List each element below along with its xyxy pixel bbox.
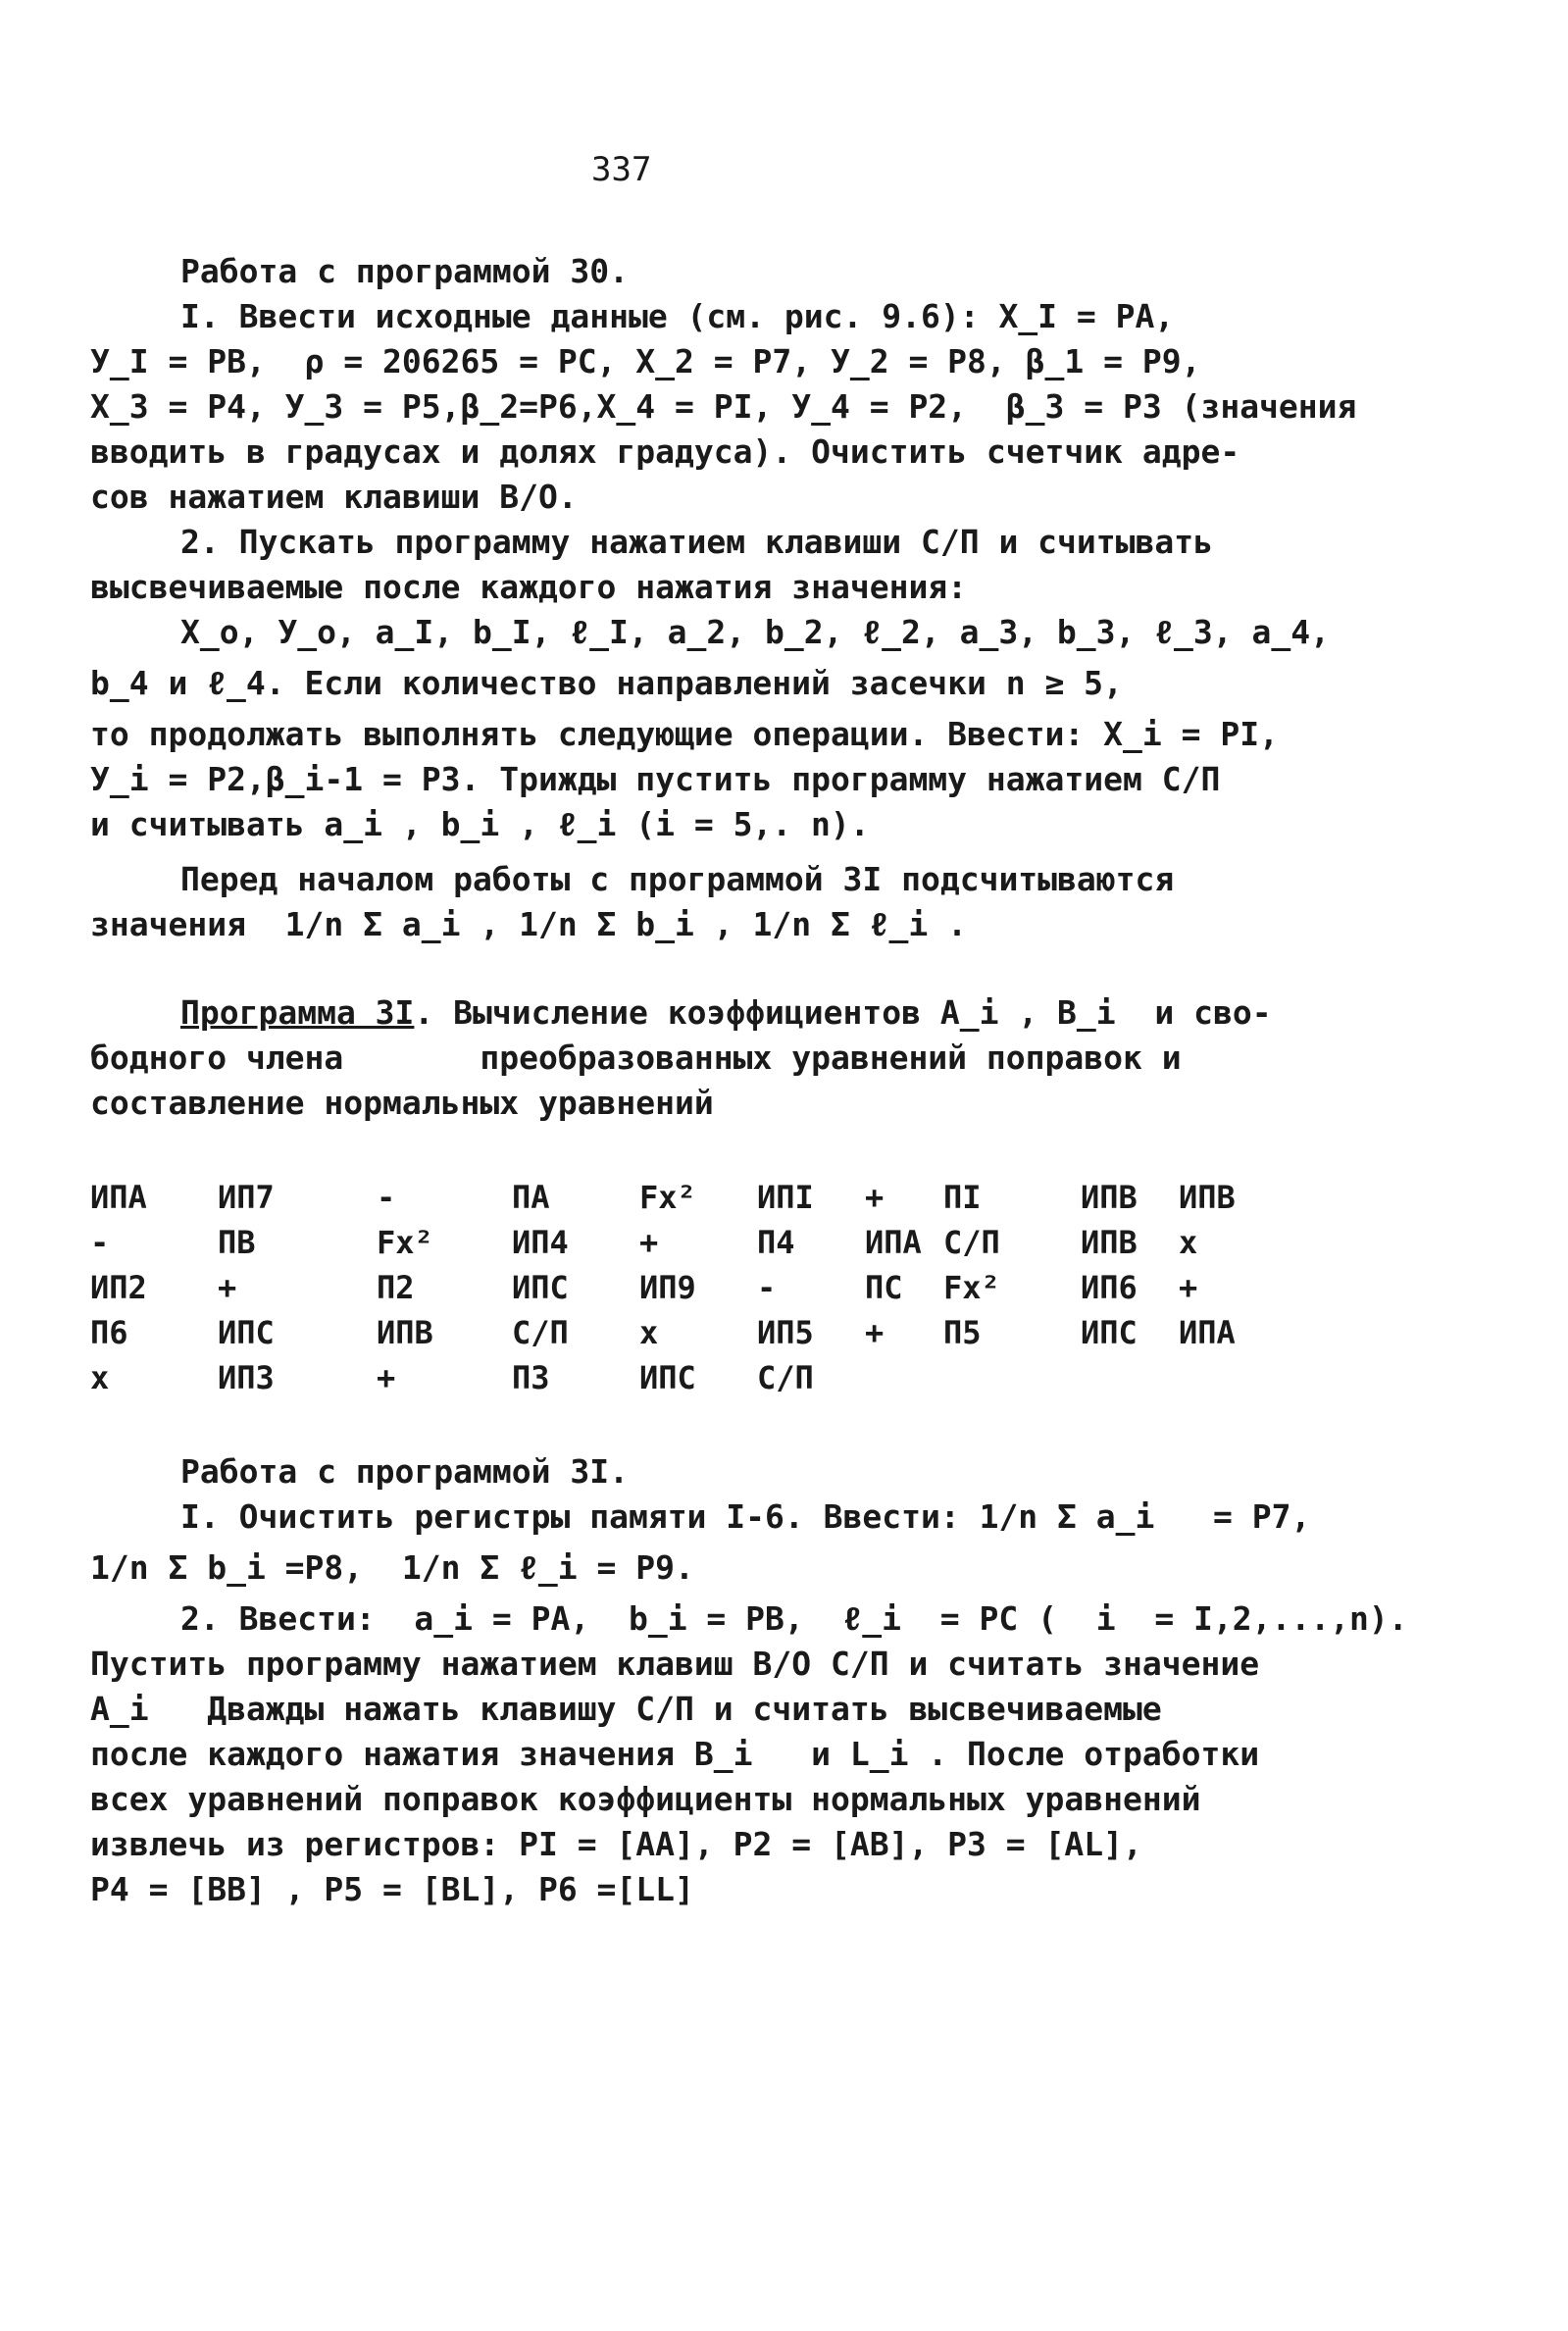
table-cell: ИП6 bbox=[1081, 1269, 1138, 1306]
program-31-heading bbox=[90, 990, 1483, 1126]
table-cell: x bbox=[639, 1314, 659, 1351]
table-cell: П6 bbox=[90, 1314, 128, 1351]
program-listing-table bbox=[90, 1175, 1236, 1400]
table-cell: ПА bbox=[512, 1179, 550, 1216]
table-cell: Fx² bbox=[943, 1269, 1000, 1306]
table-cell: С/П bbox=[943, 1224, 1000, 1261]
table-cell: ИПС bbox=[512, 1269, 569, 1306]
table-cell: С/П bbox=[757, 1359, 814, 1396]
program-title: Программа 3I bbox=[180, 993, 415, 1032]
text-line: высвечиваемые после каждого нажатия значения: bbox=[90, 568, 968, 606]
table-row bbox=[90, 1265, 1236, 1310]
table-cell: С/П bbox=[512, 1314, 569, 1351]
table-cell: + bbox=[377, 1359, 396, 1396]
table-cell: ИПВ bbox=[1179, 1179, 1236, 1216]
formula-line: 1/n Σ b_i =P8, 1/n Σ ℓ_i = P9. bbox=[90, 1548, 694, 1587]
table-cell: ИПА bbox=[1179, 1314, 1236, 1351]
section-program-30 bbox=[90, 249, 1483, 957]
table-cell: ПС bbox=[865, 1269, 903, 1306]
text-line: всех уравнений поправок коэффициенты нормальных уравнений bbox=[90, 1780, 1201, 1818]
text-line: X_3 = P4, У_3 = P5,β_2=P6,X_4 = PI, У_4 = P2, β_3 = P3 (значения bbox=[90, 387, 1357, 426]
text-line: сов нажатием клавиши В/О. bbox=[90, 478, 578, 516]
formula-line: значения 1/n Σ a_i , 1/n Σ b_i , 1/n Σ ℓ_i . bbox=[90, 905, 967, 943]
text-line: Работа с программой 3I. bbox=[180, 1452, 629, 1491]
page-number: 337 bbox=[591, 150, 652, 189]
table-cell: Fx² bbox=[639, 1179, 696, 1216]
table-cell: ПВ bbox=[218, 1224, 256, 1261]
table-cell: ИПА bbox=[90, 1179, 147, 1216]
table-cell: ИПС bbox=[218, 1314, 275, 1351]
table-cell: ИПВ bbox=[1081, 1224, 1138, 1261]
table-cell: ИПВ bbox=[1081, 1179, 1138, 1216]
table-cell: ИП3 bbox=[218, 1359, 275, 1396]
table-cell: + bbox=[218, 1269, 237, 1306]
formula-line: X_o, У_o, a_I, b_I, ℓ_I, a_2, b_2, ℓ_2, a_3, b_3, ℓ_3, a_4, bbox=[180, 613, 1330, 651]
text-line: 2. Пускать программу нажатием клавиши С/П и считывать bbox=[180, 523, 1213, 561]
text-line: Работа с программой 30. bbox=[180, 252, 629, 290]
table-cell bbox=[1179, 1355, 1236, 1400]
table-cell: П2 bbox=[377, 1269, 415, 1306]
table-cell: + bbox=[639, 1224, 659, 1261]
text-line: после каждого нажатия значения B_i и L_i . После отработки bbox=[90, 1735, 1260, 1773]
text-line: У_I = PB, ρ = 206265 = PC, X_2 = P7, У_2 = P8, β_1 = P9, bbox=[90, 342, 1201, 380]
table-row bbox=[90, 1220, 1236, 1265]
text-line: I. Очистить регистры памяти I-6. Ввести: 1/n Σ a_i = P7, bbox=[180, 1497, 1311, 1536]
table-cell: + bbox=[865, 1179, 885, 1216]
table-cell bbox=[943, 1355, 1081, 1400]
table-row bbox=[90, 1175, 1236, 1220]
text-line: P4 = [BB] , P5 = [BL], P6 =[LL] bbox=[90, 1870, 694, 1908]
table-cell: ИП4 bbox=[512, 1224, 569, 1261]
table-cell bbox=[865, 1355, 943, 1400]
table-cell: Fx² bbox=[377, 1224, 433, 1261]
table-row bbox=[90, 1310, 1236, 1355]
table-cell: ИП5 bbox=[757, 1314, 814, 1351]
text-line: и считывать a_i , b_i , ℓ_i (i = 5,. n). bbox=[90, 805, 870, 843]
text-line: Пустить программу нажатием клавиш В/О С/П и считать значение bbox=[90, 1645, 1260, 1683]
table-cell bbox=[1081, 1355, 1179, 1400]
table-cell: ИП9 bbox=[639, 1269, 696, 1306]
text-line: Перед началом работы с программой 3I подсчитываются bbox=[180, 860, 1175, 898]
table-cell: ИПС bbox=[1081, 1314, 1138, 1351]
table-cell: П5 bbox=[943, 1314, 982, 1351]
table-cell: ИПВ bbox=[377, 1314, 433, 1351]
table-cell: П4 bbox=[757, 1224, 795, 1261]
table-row bbox=[90, 1355, 1236, 1400]
table-cell: - bbox=[757, 1269, 777, 1306]
table-cell: ИП2 bbox=[90, 1269, 147, 1306]
text-line: то продолжать выполнять следующие операции. Ввести: X_i = PI, bbox=[90, 715, 1279, 753]
section-working-with-program-31 bbox=[90, 1449, 1483, 1912]
table-cell: - bbox=[90, 1224, 110, 1261]
text-line: вводить в градусах и долях градуса). Очистить счетчик адре- bbox=[90, 432, 1240, 471]
heading-text: бодного члена преобразованных уравнений поправок и bbox=[90, 1039, 1182, 1077]
heading-text: составление нормальных уравнений bbox=[90, 1084, 714, 1122]
table-cell: ИПА bbox=[865, 1224, 922, 1261]
text-line: b_4 и ℓ_4. Если количество направлений засечки n ≥ 5, bbox=[90, 664, 1123, 702]
table-cell: П3 bbox=[512, 1359, 550, 1396]
text-line: A_i Дважды нажать клавишу С/П и считать высвечиваемые bbox=[90, 1690, 1162, 1728]
text-line: У_i = P2,β_i-1 = P3. Трижды пустить программу нажатием С/П bbox=[90, 760, 1221, 798]
text-line: извлечь из регистров: PI = [AA], P2 = [AB], P3 = [AL], bbox=[90, 1825, 1142, 1863]
table-cell: ИПС bbox=[639, 1359, 696, 1396]
table-cell: + bbox=[1179, 1269, 1198, 1306]
text-line: I. Ввести исходные данные (см. рис. 9.6): X_I = PA, bbox=[180, 297, 1175, 335]
table-cell: x bbox=[90, 1359, 110, 1396]
table-cell: x bbox=[1179, 1224, 1198, 1261]
table-cell: ИПI bbox=[757, 1179, 814, 1216]
table-cell: - bbox=[377, 1179, 396, 1216]
table-cell: ПI bbox=[943, 1179, 982, 1216]
table-cell: ИП7 bbox=[218, 1179, 275, 1216]
heading-text: . Вычисление коэффициентов A_i , B_i и сво- bbox=[414, 993, 1272, 1032]
text-line: 2. Ввести: a_i = PA, b_i = PB, ℓ_i = PC ( i = I,2,...,n). bbox=[180, 1599, 1408, 1638]
table-cell: + bbox=[865, 1314, 885, 1351]
